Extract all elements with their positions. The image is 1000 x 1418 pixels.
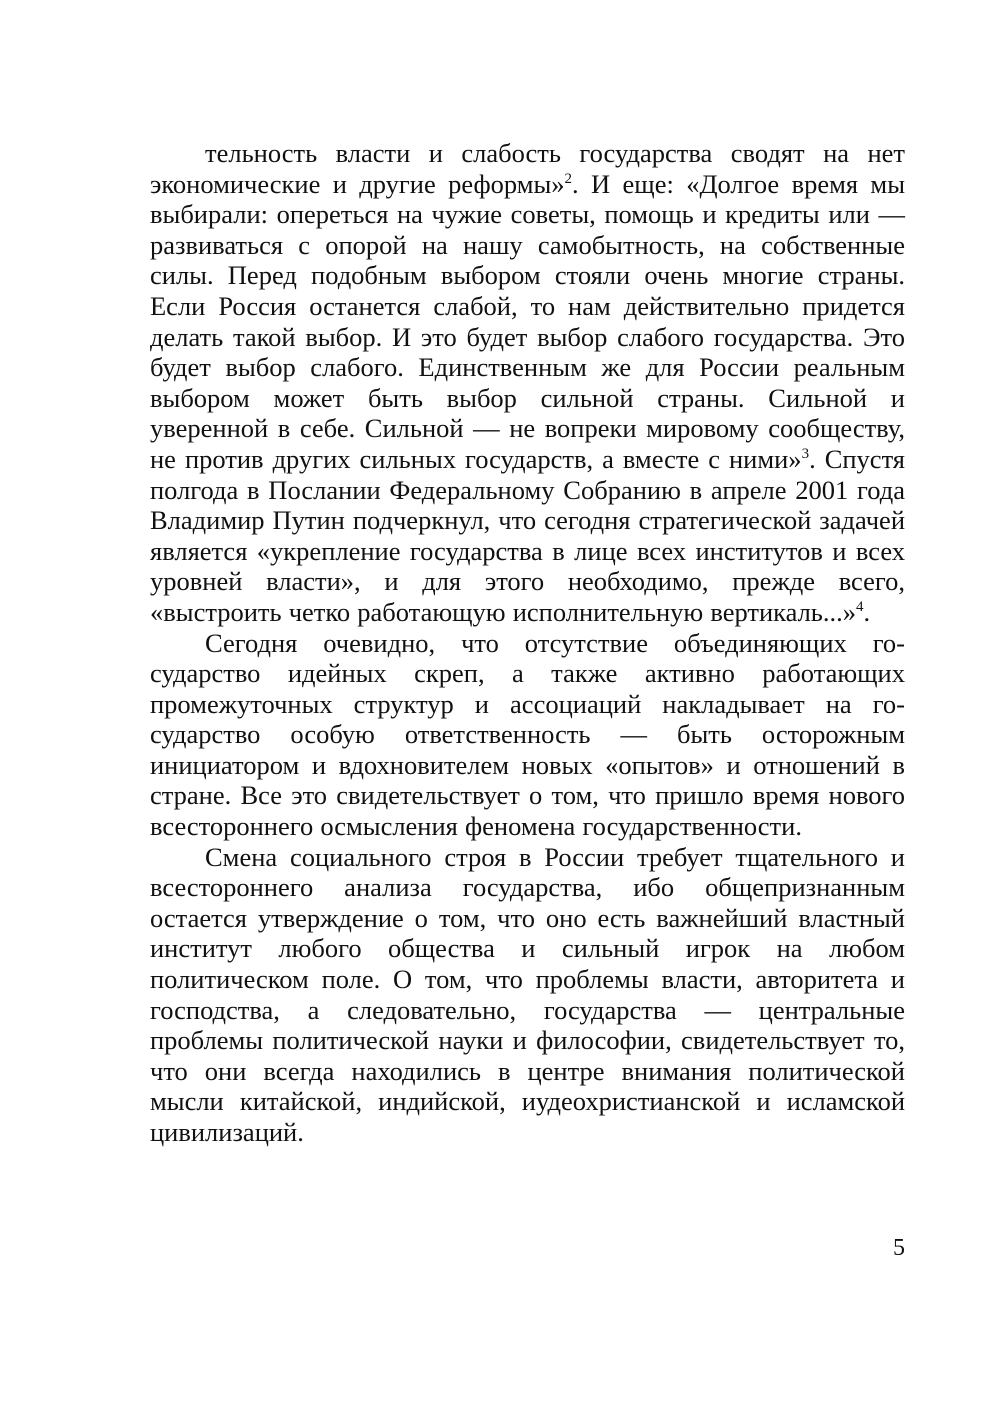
paragraph-2-text: Сегодня очевидно, что отсутствие объединяющих государство идейных скреп, а также активно работающих промежуточных структур и ассоциаций накладывает на государство особую ответственность — быть осторожным инициатором и вдохновителем новых «опытов» и отношений в стране. Все это свидетельствует о том, что пришло время нового всестороннего осмысления феномена государственности. [150,627,905,842]
paragraph-3-text: Смена социального строя в России требует тщательного и всестороннего анализа государства, ибо общепризнанным остается утверждение о том, что оно есть важнейший властный институт любого общества и сильный игрок на любом политическом поле. О том, что проблемы власти, авторитета и господства, а следовательно, государства — центральные проблемы политической науки и философии, свидетельствует то, что они всегда находились в центре внимания политической мысли китайской, индийской, иудеохристианской и исламской цивилизаций. [150,841,905,1147]
paragraph-1 [150,138,905,628]
paragraph-2 [150,628,905,842]
footnote-marker-3: 3 [801,446,810,463]
paragraph-1-text-c: . Спустя полгода в Послании Федеральному Собранию в апреле 2001 года Владимир Путин подчеркнул, что сегодня стратегической задачей является «укрепление государства в лице всех институтов и всех уровней власти», и для этого необходимо, прежде всего, «выстроить четко работающую исполнительную вертикаль...» [150,443,905,627]
paragraph-1-text-b: . И еще: «Долгое время мы выбирали: опереться на чужие советы, помощь и кредиты или — развиваться с опорой на нашу самобытность, на собственные силы. Перед подобным выбором стояли очень многие страны. Если Россия останется слабой, то нам действительно придется делать такой выбор. И это будет выбор слабого государства. Это будет выбор слабого. Единственным же для России реальным выбором может быть выбор сильной страны. Сильной и уверенной в себе. Сильной — не вопреки мировому сообществу, не против других сильных государств, а вместе с ними» [150,168,905,474]
footnote-marker-2: 2 [564,170,573,187]
body-text [150,138,905,1148]
paragraph-1-text-d: . [863,596,871,627]
paragraph-3 [150,842,905,1148]
page-number: 5 [893,1235,905,1261]
footnote-marker-4: 4 [856,599,864,616]
paragraph-1-text-a: тельность власти и слабость государства сводят на нет экономические и другие реформы» [150,138,905,199]
